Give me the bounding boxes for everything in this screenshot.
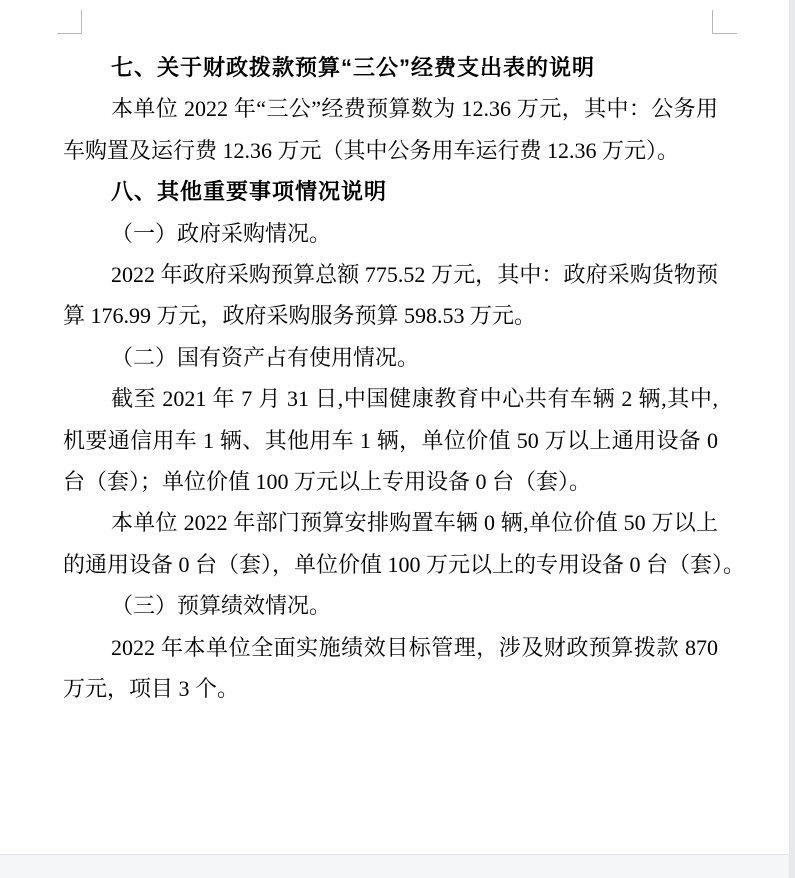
paragraph-line: （一）政府采购情况。: [111, 220, 332, 246]
margin-crop-mark-top-right: [712, 10, 737, 34]
document-body: [63, 47, 746, 710]
paragraph-line: （三）预算绩效情况。: [111, 593, 332, 619]
page-edge-strip-right: [789, 0, 795, 878]
section-heading-line: 八、其他重要事项情况说明: [111, 179, 388, 205]
paragraph-line: 的通用设备 0 台（套），单位价值 100 万元以上的专用设备 0 台（套）。: [63, 551, 746, 577]
paragraph-line: 2022 年本单位全面实施绩效目标管理，涉及财政预算拨款 870: [111, 634, 718, 660]
margin-crop-mark-top-left: [57, 10, 82, 34]
paragraph-line: 车购置及运行费 12.36 万元（其中公务用车运行费 12.36 万元）。: [63, 137, 680, 163]
paragraph-line: 台（套）；单位价值 100 万元以上专用设备 0 台（套）。: [63, 469, 592, 495]
paragraph-line: 截至 2021 年 7 月 31 日,中国健康教育中心共有车辆 2 辆,其中,: [111, 386, 718, 412]
paragraph-line: 本单位 2022 年“三公”经费预算数为 12.36 万元，其中：公务用: [111, 96, 718, 122]
paragraph-line: 本单位 2022 年部门预算安排购置车辆 0 辆,单位价值 50 万以上: [111, 510, 718, 536]
paragraph-line: 万元，项目 3 个。: [63, 676, 240, 702]
paragraph-line: 算 176.99 万元，政府采购服务预算 598.53 万元。: [63, 303, 537, 329]
paragraph-line: （二）国有资产占有使用情况。: [111, 344, 420, 370]
section-heading-line: 七、关于财政拨款预算“三公”经费支出表的说明: [111, 55, 596, 80]
paragraph-line: 机要通信用车 1 辆、其他用车 1 辆，单位价值 50 万以上通用设备 0: [63, 427, 718, 453]
paragraph-line: 2022 年政府采购预算总额 775.52 万元，其中：政府采购货物预: [111, 262, 718, 288]
page-edge-strip-bottom: [0, 854, 789, 878]
